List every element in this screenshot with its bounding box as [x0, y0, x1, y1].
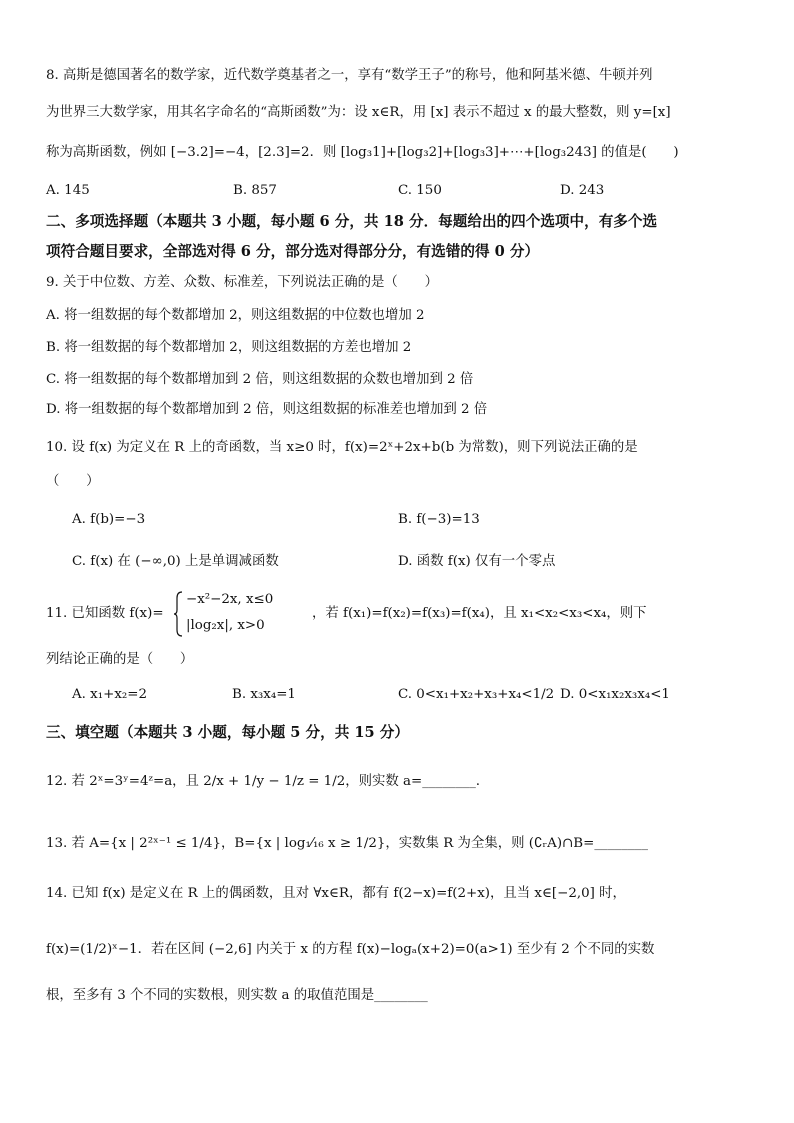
- q10-option-a: A. f(b)=−3: [72, 512, 146, 527]
- q14-line-1: 14. 已知 f(x) 是定义在 R 上的偶函数，且对 ∀x∈R，都有 f(2−x)=f(2+x)，且当 x∈[−2,0] 时，: [46, 886, 626, 901]
- q11-case-2: |log₂x|, x>0: [186, 618, 265, 633]
- q11-prefix: 11. 已知函数 f(x)=: [46, 606, 164, 621]
- q8-option-a: A. 145: [46, 183, 90, 198]
- q9-stem: 9. 关于中位数、方差、众数、标准差，下列说法正确的是（ ）: [46, 275, 438, 290]
- q14-line-2: f(x)=(1/2)ˣ−1．若在区间 (−2,6] 内关于 x 的方程 f(x)−logₐ(x+2)=0(a>1) 至少有 2 个不同的实数: [46, 942, 655, 957]
- section-2-heading-line-1: 二、多项选择题（本题共 3 小题，每小题 6 分，共 18 分．每题给出的四个选项中，有多个选: [46, 213, 658, 230]
- q8-option-c: C. 150: [398, 183, 442, 198]
- q14-line-3: 根，至多有 3 个不同的实数根，则实数 a 的取值范围是________: [46, 988, 428, 1003]
- q8-option-b: B. 857: [233, 183, 277, 198]
- q10-option-c: C. f(x) 在 (−∞,0) 上是单调减函数: [72, 554, 279, 569]
- piecewise-brace: [174, 590, 184, 638]
- q10-option-d: D. 函数 f(x) 仅有一个零点: [398, 554, 556, 569]
- q11-option-a: A. x₁+x₂=2: [72, 687, 147, 702]
- q11-option-b: B. x₃x₄=1: [232, 687, 296, 702]
- section-3-heading: 三、填空题（本题共 3 小题，每小题 5 分，共 15 分）: [46, 724, 409, 741]
- q11-suffix: ，若 f(x₁)=f(x₂)=f(x₃)=f(x₄)，且 x₁<x₂<x₃<x₄，则下: [312, 606, 647, 621]
- q11-option-c: C. 0<x₁+x₂+x₃+x₄<1/2: [398, 687, 555, 702]
- q10-line-1: 10. 设 f(x) 为定义在 R 上的奇函数，当 x≥0 时，f(x)=2ˣ+2x+b(b 为常数)，则下列说法正确的是: [46, 440, 638, 455]
- q9-option-d: D. 将一组数据的每个数都增加到 2 倍，则这组数据的标准差也增加到 2 倍: [46, 402, 488, 417]
- q12-text: 12. 若 2ˣ=3ʸ=4ᶻ=a，且 2/x + 1/y − 1/z = 1/2，则实数 a=________.: [46, 774, 481, 789]
- q9-option-a: A. 将一组数据的每个数都增加 2，则这组数据的中位数也增加 2: [46, 308, 425, 323]
- q8-line-1: 8. 高斯是德国著名的数学家，近代数学奠基者之一，享有“数学王子”的称号，他和阿基米德、牛顿并列: [46, 68, 653, 83]
- q10-line-2: （ ）: [46, 474, 100, 489]
- q8-line-3: 称为高斯函数，例如 [−3.2]=−4，[2.3]=2．则 [log₃1]+[log₃2]+[log₃3]+⋯+[log₃243] 的值是( ): [46, 145, 679, 160]
- section-2-heading-line-2: 项符合题目要求，全部选对得 6 分，部分选对得部分分，有选错的得 0 分）: [46, 243, 540, 260]
- q13-text: 13. 若 A={x | 2²ˣ⁻¹ ≤ 1/4}，B={x | log₁⁄₁₆ x ≥ 1/2}，实数集 R 为全集，则 (∁ᵣA)∩B=________: [46, 836, 648, 851]
- q8-line-2: 为世界三大数学家，用其名字命名的“高斯函数”为：设 x∈R，用 [x] 表示不超过 x 的最大整数，则 y=[x]: [46, 105, 671, 120]
- q11-case-1: −x²−2x, x≤0: [186, 592, 274, 607]
- q8-option-d: D. 243: [560, 183, 605, 198]
- q9-option-c: C. 将一组数据的每个数都增加到 2 倍，则这组数据的众数也增加到 2 倍: [46, 372, 474, 387]
- q10-option-b: B. f(−3)=13: [398, 512, 480, 527]
- q11-option-d: D. 0<x₁x₂x₃x₄<1: [560, 687, 670, 702]
- q11-line-2: 列结论正确的是（ ）: [46, 652, 194, 667]
- q9-option-b: B. 将一组数据的每个数都增加 2，则这组数据的方差也增加 2: [46, 340, 412, 355]
